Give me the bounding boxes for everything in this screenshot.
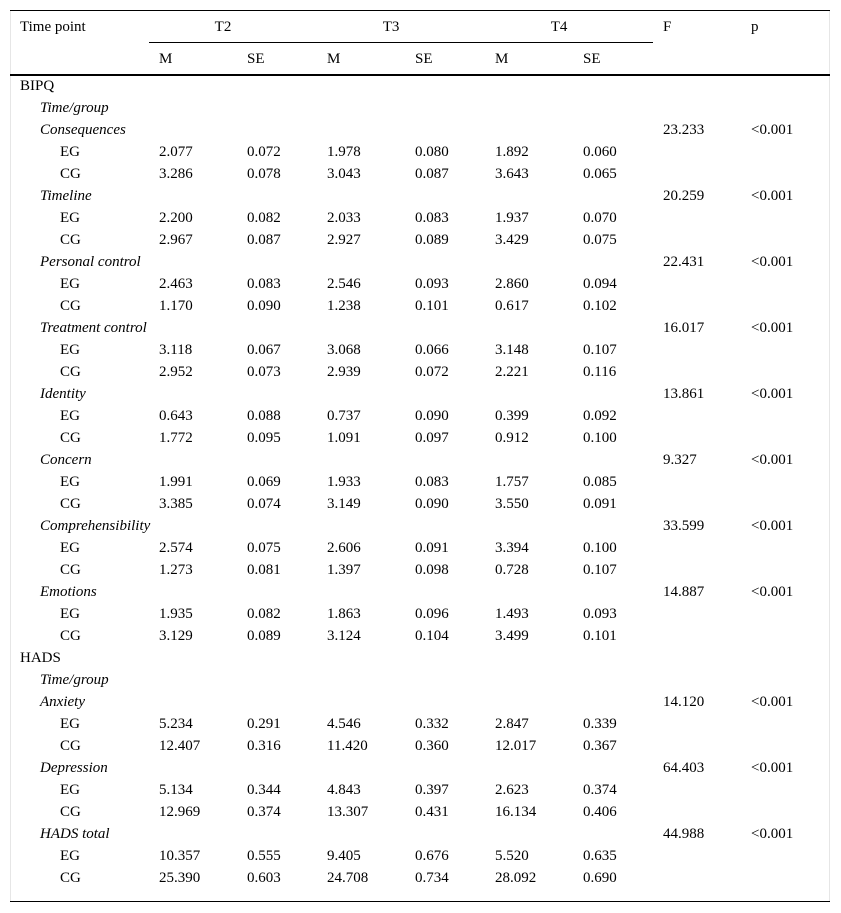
section-title: BIPQ [20,78,55,94]
table-cell: 0.603 [247,870,281,886]
table-row [10,339,830,361]
header-sub-m-t4: M [495,51,509,67]
p-value: <0.001 [751,386,794,402]
table-cell: 0.078 [247,166,281,182]
empty-cell [741,845,830,867]
table-cell: 3.643 [495,166,529,182]
variable-name: Treatment control [40,320,147,336]
table-cell: 3.118 [159,342,193,358]
table-cell: 0.374 [583,782,617,798]
table-cell: 0.073 [247,364,281,380]
header-group-t3: T3 [382,19,400,35]
table-cell: 0.107 [583,342,617,358]
table-cell: 2.860 [495,276,529,292]
table-cell: 1.935 [159,606,193,622]
table-cell: 0.089 [415,232,449,248]
table-cell: 1.757 [495,474,529,490]
f-value: 33.599 [663,518,705,534]
table-cell: 0.431 [415,804,449,820]
table-cell: 0.081 [247,562,281,578]
table-row [10,141,830,163]
table-cell: 0.089 [247,628,281,644]
table-cell: 0.067 [247,342,281,358]
variable-row [10,251,830,273]
table-cell: 0.095 [247,430,281,446]
table-cell: 0.087 [415,166,449,182]
table-cell: 1.238 [327,298,361,314]
table-cell: 0.090 [415,408,449,424]
variable-row [10,449,830,471]
variable-name: Depression [40,760,108,776]
empty-cell [653,229,741,251]
table-cell: 3.286 [159,166,193,182]
table-cell: 2.200 [159,210,193,226]
table-cell: 1.091 [327,430,361,446]
table-cell: 0.094 [583,276,617,292]
f-value: 14.887 [663,584,705,600]
table-cell: 0.083 [415,210,449,226]
table-row [10,493,830,515]
table-cell: 0.090 [247,298,281,314]
empty-cell [741,493,830,515]
table-cell: 0.092 [583,408,617,424]
table-row [10,229,830,251]
table-cell: 2.952 [159,364,193,380]
variable-name: HADS total [40,826,110,842]
header-sub-m-t3: M [327,51,341,67]
table-cell: 2.927 [327,232,361,248]
subheading-label: Time/group [40,672,109,688]
table-cell: 1.772 [159,430,193,446]
variable-row [10,823,830,845]
header-group-t2: T2 [214,19,232,35]
variable-name: Timeline [40,188,92,204]
table-cell: 3.385 [159,496,193,512]
table-cell: 1.397 [327,562,361,578]
group-label: EG [60,716,80,732]
variable-row [10,581,830,603]
empty-cell [741,713,830,735]
table-cell: 2.623 [495,782,529,798]
table-cell: 0.643 [159,408,193,424]
table-cell: 16.134 [495,804,537,820]
header-p: p [751,19,759,35]
f-value: 9.327 [663,452,697,468]
empty-cell [653,141,741,163]
table-cell: 13.307 [327,804,369,820]
group-label: CG [60,804,81,820]
table-cell: 2.967 [159,232,193,248]
group-label: CG [60,738,81,754]
header-sub-se-t4: SE [583,51,601,67]
group-label: CG [60,430,81,446]
group-label: EG [60,276,80,292]
table-cell: 0.093 [415,276,449,292]
table-cell: 11.420 [327,738,368,754]
table-cell: 5.520 [495,848,529,864]
table-cell: 0.069 [247,474,281,490]
variable-row [10,383,830,405]
table-cell: 0.635 [583,848,617,864]
table-cell: 0.100 [583,430,617,446]
p-value: <0.001 [751,254,794,270]
p-value: <0.001 [751,584,794,600]
table-cell: 0.374 [247,804,281,820]
table-row [10,537,830,559]
table-cell: 1.863 [327,606,361,622]
section-row [10,647,830,669]
empty-cell [741,471,830,493]
table-cell: 0.332 [415,716,449,732]
table-cell: 0.088 [247,408,281,424]
variable-row [10,119,830,141]
group-label: CG [60,870,81,886]
header-sub-se-t2: SE [247,51,265,67]
table-cell: 0.091 [583,496,617,512]
table-cell: 0.072 [415,364,449,380]
empty-cell [741,603,830,625]
table-cell: 9.405 [327,848,361,864]
empty-cell [741,405,830,427]
table-cell: 0.101 [415,298,449,314]
f-value: 22.431 [663,254,705,270]
table-cell: 3.043 [327,166,361,182]
table-cell: 2.546 [327,276,361,292]
empty-cell [653,559,741,581]
table-cell: 0.116 [583,364,617,380]
group-label: CG [60,496,81,512]
table-row [10,295,830,317]
f-value: 16.017 [663,320,705,336]
empty-cell [741,361,830,383]
empty-cell [741,229,830,251]
variable-row [10,317,830,339]
table-row [10,625,830,647]
table-cell: 0.397 [415,782,449,798]
subheading-row [10,97,830,119]
group-label: CG [60,232,81,248]
f-value: 14.120 [663,694,705,710]
table-cell: 3.148 [495,342,529,358]
table-cell: 0.098 [415,562,449,578]
empty-cell [653,405,741,427]
empty-cell [653,493,741,515]
f-value: 23.233 [663,122,705,138]
table-cell: 0.075 [247,540,281,556]
table-cell: 0.360 [415,738,449,754]
table-cell: 0.083 [247,276,281,292]
empty-cell [653,625,741,647]
table-cell: 1.978 [327,144,361,160]
header-blank [10,43,149,75]
table-cell: 28.092 [495,870,537,886]
table-cell: 5.134 [159,782,193,798]
header-row-2 [10,43,830,75]
table-cell: 4.546 [327,716,361,732]
group-label: EG [60,144,80,160]
empty-cell [653,845,741,867]
empty-cell [741,735,830,757]
table-cell: 0.083 [415,474,449,490]
table-cell: 0.085 [583,474,617,490]
subheading-row [10,669,830,691]
empty-cell [741,207,830,229]
table-cell: 0.070 [583,210,617,226]
table-cell: 3.149 [327,496,361,512]
empty-cell [741,801,830,823]
section-title: HADS [20,650,61,666]
table-cell: 3.429 [495,232,529,248]
header-f: F [663,19,672,35]
header-blank [653,43,741,75]
variable-name: Consequences [40,122,126,138]
empty-cell [653,339,741,361]
empty-cell [741,273,830,295]
empty-cell [653,779,741,801]
table-cell: 0.737 [327,408,361,424]
table-cell: 0.912 [495,430,529,446]
table-cell: 4.843 [327,782,361,798]
table-cell: 1.991 [159,474,193,490]
table-header [10,11,830,75]
variable-row [10,185,830,207]
table-cell: 1.273 [159,562,193,578]
table-cell: 2.574 [159,540,193,556]
header-group-t4: T4 [550,19,568,35]
table-cell: 2.939 [327,364,361,380]
table-cell: 1.493 [495,606,529,622]
table-row [10,207,830,229]
variable-name: Comprehensibility [40,518,151,534]
empty-cell [741,427,830,449]
table-cell: 0.082 [247,606,281,622]
table-cell: 0.617 [495,298,529,314]
table-row [10,405,830,427]
header-sub-m-t2: M [159,51,173,67]
table-row [10,361,830,383]
table-row [10,427,830,449]
header-row-1 [10,11,830,43]
group-label: EG [60,210,80,226]
variable-name: Concern [40,452,92,468]
variable-name: Identity [40,386,86,402]
p-value: <0.001 [751,122,794,138]
p-value: <0.001 [751,826,794,842]
group-label: CG [60,298,81,314]
table-cell: 3.129 [159,628,193,644]
table-cell: 0.082 [247,210,281,226]
f-value: 44.988 [663,826,705,842]
variable-row [10,757,830,779]
table-cell: 2.033 [327,210,361,226]
empty-cell [653,713,741,735]
table-cell: 2.847 [495,716,529,732]
table-cell: 1.892 [495,144,529,160]
empty-cell [653,163,741,185]
group-label: EG [60,848,80,864]
variable-row [10,515,830,537]
table-cell: 0.072 [247,144,281,160]
variable-name: Personal control [40,254,141,270]
table-cell: 0.096 [415,606,449,622]
table-cell: 0.074 [247,496,281,512]
group-label: CG [60,562,81,578]
header-time-point: Time point [20,19,86,35]
group-label: EG [60,606,80,622]
variable-name: Emotions [40,584,97,600]
table-cell: 0.316 [247,738,281,754]
table-cell: 3.550 [495,496,529,512]
table-cell: 0.091 [415,540,449,556]
empty-cell [741,867,830,889]
table-cell: 1.170 [159,298,193,314]
table-cell: 0.104 [415,628,449,644]
table-row [10,471,830,493]
empty-cell [653,361,741,383]
table-cell: 1.937 [495,210,529,226]
table-cell: 12.969 [159,804,201,820]
table-cell: 0.344 [247,782,281,798]
table-cell: 0.087 [247,232,281,248]
table-cell: 0.728 [495,562,529,578]
table-cell: 1.933 [327,474,361,490]
table-cell: 0.555 [247,848,281,864]
bottom-rule [10,901,830,902]
table-cell: 5.234 [159,716,193,732]
table-row [10,845,830,867]
section-row [10,75,830,97]
group-label: EG [60,408,80,424]
table-cell: 2.077 [159,144,193,160]
table-row [10,801,830,823]
empty-cell [741,163,830,185]
empty-cell [653,735,741,757]
table-cell: 0.107 [583,562,617,578]
table-cell: 3.068 [327,342,361,358]
f-value: 13.861 [663,386,705,402]
table-cell: 0.093 [583,606,617,622]
table-row [10,867,830,889]
empty-cell [653,427,741,449]
table-cell: 10.357 [159,848,201,864]
group-label: CG [60,628,81,644]
group-label: CG [60,166,81,182]
empty-cell [653,207,741,229]
table-cell: 0.075 [583,232,617,248]
table-cell: 0.066 [415,342,449,358]
table-cell: 0.101 [583,628,617,644]
group-label: EG [60,540,80,556]
group-label: EG [60,474,80,490]
table-row [10,273,830,295]
table-cell: 2.606 [327,540,361,556]
empty-cell [653,537,741,559]
table-cell: 0.339 [583,716,617,732]
variable-name: Anxiety [40,694,85,710]
empty-cell [653,801,741,823]
table-cell: 3.394 [495,540,529,556]
table-cell: 0.100 [583,540,617,556]
table-cell: 0.406 [583,804,617,820]
table-cell: 0.690 [583,870,617,886]
empty-cell [653,603,741,625]
table-row [10,735,830,757]
empty-cell [741,625,830,647]
table-cell: 2.221 [495,364,529,380]
empty-cell [653,273,741,295]
f-value: 64.403 [663,760,705,776]
table-cell: 2.463 [159,276,193,292]
f-value: 20.259 [663,188,705,204]
table-row [10,559,830,581]
results-table [10,11,830,889]
table-cell: 25.390 [159,870,201,886]
empty-cell [653,471,741,493]
empty-cell [741,295,830,317]
header-sub-se-t3: SE [415,51,433,67]
empty-cell [653,295,741,317]
table-cell: 0.734 [415,870,449,886]
empty-cell [653,867,741,889]
group-label: EG [60,342,80,358]
table-cell: 12.017 [495,738,537,754]
p-value: <0.001 [751,320,794,336]
empty-cell [741,141,830,163]
empty-cell [741,779,830,801]
table-cell: 12.407 [159,738,201,754]
table-cell: 0.065 [583,166,617,182]
table-row [10,603,830,625]
empty-cell [741,559,830,581]
group-label: CG [60,364,81,380]
table-cell: 24.708 [327,870,369,886]
table-cell: 0.676 [415,848,449,864]
group-label: EG [60,782,80,798]
table-cell: 0.291 [247,716,281,732]
p-value: <0.001 [751,694,794,710]
table-cell: 0.367 [583,738,617,754]
empty-cell [741,339,830,361]
empty-cell [741,537,830,559]
subheading-label: Time/group [40,100,109,116]
table-row [10,713,830,735]
table-cell: 3.499 [495,628,529,644]
table-cell: 0.102 [583,298,617,314]
table-cell: 0.090 [415,496,449,512]
table-body [10,75,830,889]
table-cell: 0.399 [495,408,529,424]
p-value: <0.001 [751,188,794,204]
table-cell: 0.080 [415,144,449,160]
table-cell: 3.124 [327,628,361,644]
variable-row [10,691,830,713]
p-value: <0.001 [751,518,794,534]
table-cell: 0.097 [415,430,449,446]
p-value: <0.001 [751,760,794,776]
table-cell: 0.060 [583,144,617,160]
p-value: <0.001 [751,452,794,468]
table-row [10,163,830,185]
header-blank [741,43,830,75]
table-row [10,779,830,801]
